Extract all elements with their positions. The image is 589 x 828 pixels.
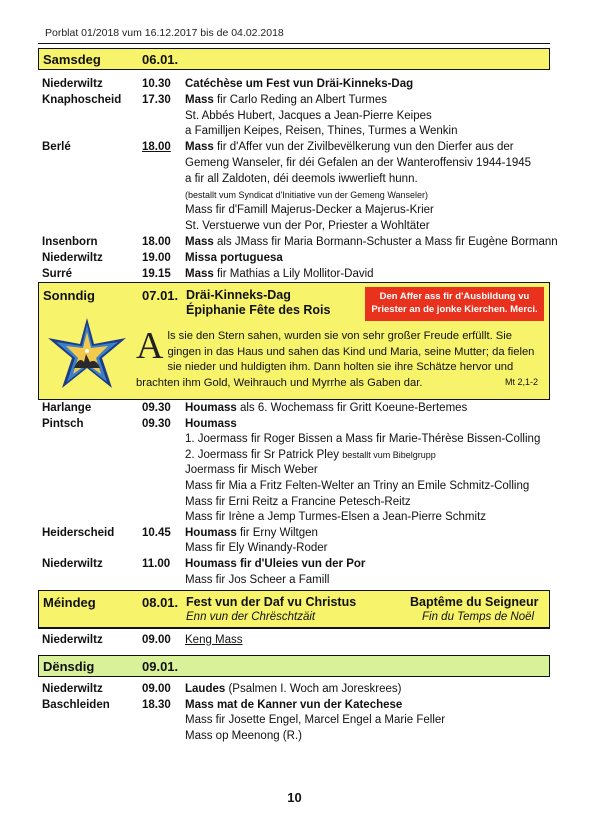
service-text (185, 267, 374, 282)
header-divider (38, 43, 550, 44)
service-type: Houmass (185, 417, 237, 430)
service-row (0, 77, 589, 92)
service-row (0, 510, 589, 525)
service-text (185, 698, 402, 713)
service-row (0, 557, 589, 572)
time: 09.30 (142, 402, 171, 414)
time: 11.00 (142, 558, 171, 570)
service-row (0, 526, 589, 541)
day-date: 09.01. (142, 659, 179, 674)
time: 19.00 (142, 251, 171, 264)
service-type: Catéchèse um Fest vun Dräi-Kinneks-Dag (185, 78, 414, 90)
service-row (0, 124, 589, 139)
day-band-samsdeg (38, 48, 550, 70)
service-type: Houmass (185, 402, 237, 414)
service-type: Mass (185, 93, 214, 106)
collection-notice-line: Den Affer ass fir d'Ausbildung vu (379, 291, 530, 302)
service-row (0, 633, 589, 648)
service-text (185, 526, 318, 541)
day-date: 07.01. (142, 288, 179, 303)
service-detail: 2. Joermass fir Sr Patrick Pley (185, 448, 343, 461)
time: 10.30 (142, 78, 171, 90)
service-row (0, 401, 589, 416)
service-text (185, 448, 436, 463)
service-type: Mass (185, 267, 214, 280)
service-detail: als 6. Wochemass fir Gritt Koeune-Bertemes (236, 402, 468, 414)
time: 18.30 (142, 698, 171, 711)
time: 19.15 (142, 267, 171, 280)
service-detail: fir Carlo Reding an Albert Turmes (213, 93, 387, 106)
service-text (185, 463, 318, 478)
place: Niederwiltz (42, 634, 103, 646)
feast-title: Dräi-Kinneks-Dag (186, 288, 291, 302)
service-detail: Gemeng Wanseler, fir déi Gefalen an der Wanteroffensiv 1944-1945 (185, 157, 532, 169)
service-type: Mass (185, 236, 214, 248)
service-row (0, 251, 589, 266)
service-detail: St. Verstuerwe vun der Por, Priester a Wohltäter (185, 220, 430, 233)
service-row (0, 140, 589, 155)
day-date: 08.01. (142, 595, 179, 610)
quote-reference: Mt 2,1-2 (505, 377, 539, 387)
service-detail: St. Abbés Hubert, Jacques a Jean-Pierre Keipes (185, 109, 432, 122)
divider (38, 628, 550, 629)
place: Niederwiltz (42, 558, 103, 570)
feast-subtitle: Épiphanie Fête des Rois (186, 303, 331, 317)
service-detail: Mass op Meenong (R.) (185, 729, 302, 742)
feast-subtitle-fr: Fin du Temps de Noël (422, 611, 535, 623)
day-name: Méindeg (43, 595, 96, 610)
service-row (0, 541, 589, 556)
time: 09.00 (142, 683, 171, 695)
service-row (0, 93, 589, 108)
service-text (185, 140, 514, 155)
service-row (0, 267, 589, 282)
time: 18.00 (142, 236, 171, 248)
service-detail: a fir all Zaldoten, déi deemols iwwerlieft hunn. (185, 172, 418, 185)
service-detail: Mass fir Irène a Jemp Turmes-Elsen a Jean-Pierre Schmitz (185, 511, 487, 524)
service-detail: Mass fir d'Famill Majerus-Decker a Majerus-Krier (185, 204, 434, 217)
service-type: Missa portuguesa (185, 251, 283, 264)
service-detail: fir d'Affer vun der Zivilbevëlkerung vun den Dierfer aus der (213, 141, 514, 154)
service-row (0, 573, 589, 588)
service-row (0, 463, 589, 478)
feast-subtitle: Enn vun der Chrëschtzäit (186, 611, 316, 623)
quote-dropcap: A (136, 325, 164, 367)
service-text: Keng Mass (185, 634, 243, 646)
place: Heiderscheid (42, 526, 115, 539)
service-text (185, 77, 413, 92)
day-name: Samsdeg (43, 52, 101, 67)
service-row (0, 448, 589, 463)
service-row (0, 235, 589, 250)
service-detail: Mass fir Erni Reitz a Francine Petesch-Reitz (185, 495, 411, 508)
time: 09.00 (142, 634, 171, 646)
service-text (185, 93, 387, 108)
service-type: Laudes (185, 683, 226, 695)
quote-text: ls sie den Stern sahen, wurden sie von sehr großer Freude erfüllt. Sie gingen in das Haus und sahen das Kind und Maria, seine Mutter; da fielen sie nieder und huldigten ihm. Dann holten sie ihre Schätze hervor und brachten ihm Gold, Weihrauch und Myrrhe als Gaben dar. (136, 330, 535, 389)
day-date: 06.01. (142, 52, 179, 67)
service-row (0, 713, 589, 728)
feast-title-fr: Baptême du Seigneur (410, 595, 539, 609)
service-text (185, 219, 430, 234)
service-detail: Mass fir Josette Engel, Marcel Engel a Marie Feller (185, 714, 446, 727)
page-header: Porblat 01/2018 vum 16.12.2017 bis de 04.02.2018 (45, 27, 284, 39)
service-row (0, 219, 589, 234)
place: Surré (42, 267, 73, 280)
time: 17.30 (142, 93, 171, 106)
day-name: Sonndig (43, 288, 95, 303)
place: Baschleiden (42, 698, 110, 711)
service-detail: Joermass fir Misch Weber (185, 464, 318, 477)
service-row (0, 432, 589, 447)
time: 18.00 (142, 141, 171, 154)
service-text (185, 188, 428, 203)
service-text (185, 495, 411, 510)
service-row (0, 698, 589, 713)
service-text (185, 682, 401, 697)
service-row (0, 729, 589, 744)
place: Niederwiltz (42, 251, 103, 264)
service-text (185, 203, 434, 218)
service-row (0, 417, 589, 432)
service-text (185, 401, 467, 416)
service-detail: 1. Joermass fir Roger Bissen a Mass fir Marie-Thérèse Bissen-Colling (185, 433, 541, 446)
service-row (0, 682, 589, 697)
service-type: Mass (185, 141, 214, 154)
service-row (0, 495, 589, 510)
place: Harlange (42, 402, 92, 414)
service-type: Mass mat de Kanner vun der Katechese (185, 698, 403, 711)
day-name: Dënsdig (43, 659, 95, 674)
service-text (185, 541, 328, 556)
place: Berlé (42, 141, 71, 154)
place: Niederwiltz (42, 78, 103, 90)
service-row (0, 203, 589, 218)
service-text (185, 172, 418, 187)
service-text (185, 432, 540, 447)
service-text (185, 557, 365, 572)
star-with-magi-icon (46, 318, 128, 390)
service-detail: Mass fir Ely Winandy-Roder (185, 542, 328, 555)
service-text (185, 235, 558, 250)
service-text (185, 417, 237, 432)
service-text (185, 729, 302, 744)
service-detail: a Familljen Keipes, Reisen, Thines, Turmes a Wenkin (185, 125, 458, 138)
service-detail: als JMass fir Maria Bormann-Schuster a Mass fir Eugène Bormann (213, 236, 558, 248)
service-detail: fir Mathias a Lily Mollitor-David (213, 267, 374, 280)
place: Pintsch (42, 417, 84, 430)
service-row (0, 172, 589, 187)
bible-quote (136, 325, 545, 391)
service-detail: (Psalmen I. Woch am Joreskrees) (225, 683, 402, 695)
service-text (185, 109, 432, 124)
place: Knaphoscheid (42, 93, 122, 106)
service-row (0, 156, 589, 171)
service-note: (bestallt vum Syndicat d'Initiative vun der Gemeng Wanseler) (185, 189, 428, 200)
collection-notice-line: Priester an de jonke Kierchen. Merci. (371, 304, 538, 315)
service-text (185, 124, 458, 139)
service-text (185, 479, 529, 494)
service-note: bestallt vum Bibelgrupp (342, 449, 436, 460)
service-text (185, 573, 329, 588)
service-row (0, 188, 589, 203)
service-row (0, 479, 589, 494)
service-type: Houmass (185, 526, 237, 539)
place: Insenborn (42, 236, 98, 248)
place: Niederwiltz (42, 683, 103, 695)
page-number: 10 (287, 790, 302, 805)
collection-notice (365, 287, 544, 321)
service-detail: Mass fir Jos Scheer a Famill (185, 573, 330, 586)
service-row (0, 109, 589, 124)
service-text (185, 510, 486, 525)
service-type: Houmass fir d'Uleies vun der Por (185, 558, 366, 570)
service-text (185, 156, 531, 171)
service-detail: fir Erny Wiltgen (236, 526, 318, 539)
service-text (185, 251, 283, 266)
feast-title: Fest vun der Daf vu Christus (186, 595, 357, 609)
service-detail: Mass fir Mia a Fritz Felten-Welter an Triny an Emile Schmitz-Colling (185, 480, 530, 492)
time: 10.45 (142, 526, 171, 539)
day-band-densdig (38, 655, 550, 677)
time: 09.30 (142, 417, 171, 430)
service-text (185, 713, 445, 728)
